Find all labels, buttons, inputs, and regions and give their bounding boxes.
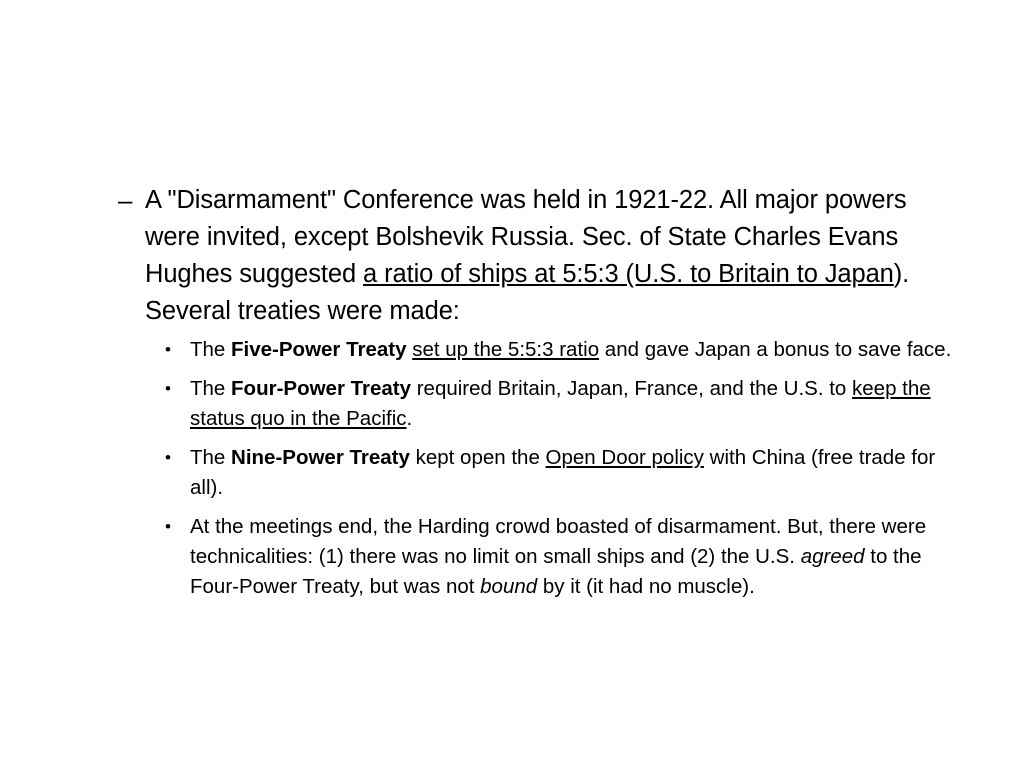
italic-text: agreed — [800, 545, 865, 568]
bullet-text-part: and gave Japan a bonus to save face. — [599, 338, 952, 361]
main-text-part: A "Disarmament" Conference was held in 1921-22. All major powers were invited, except Bolshevik Russia. Sec. of State Charles Evans Hughes suggested — [145, 186, 907, 288]
bullet-text-part: At the meetings end, the Harding crowd boasted of disarmament. But, there were technicalities: (1) there was no limit on small ships and (2) the U.S. — [190, 515, 927, 568]
treaty-name: Four-Power Treaty — [231, 377, 412, 400]
sub-bullet-list — [165, 335, 955, 602]
bullet-text-part: required Britain, Japan, France, and the U.S. to — [411, 377, 853, 400]
bullet-text-part: to the Four-Power Treaty, but was not — [190, 545, 922, 598]
treaty-name: Five-Power Treaty — [231, 338, 407, 361]
bullet-text-part: with China (free trade for all). — [190, 446, 936, 499]
bullet-text-part: kept open the — [409, 446, 546, 469]
underlined-text: set up the 5:5:3 ratio — [412, 338, 600, 361]
bullet-marker: • — [165, 517, 171, 536]
dash-marker: – — [118, 185, 133, 215]
bullet-text-part: The — [190, 338, 232, 361]
sub-bullet-five-power-treaty — [165, 335, 955, 365]
bullet-text-part: by it (it had no muscle). — [537, 575, 755, 598]
bullet-text-part: The — [190, 377, 232, 400]
bullet-marker: • — [165, 448, 171, 467]
sub-bullet-four-power-treaty — [165, 374, 955, 434]
bullet-text-part: The — [190, 446, 232, 469]
bullet-text-part: . — [406, 407, 413, 430]
underlined-text: Open Door policy — [545, 446, 704, 469]
treaty-name: Nine-Power Treaty — [231, 446, 410, 469]
main-text-part: ). Several treaties were made: — [145, 260, 910, 325]
main-underlined-text: a ratio of ships at 5:5:3 (U.S. to Britain to Japan — [363, 260, 894, 288]
bullet-marker: • — [165, 379, 171, 398]
bullet-marker: • — [165, 340, 171, 359]
underlined-text: keep the status quo in the Pacific — [190, 377, 931, 430]
sub-bullet-nine-power-treaty — [165, 443, 955, 503]
italic-text: bound — [480, 575, 538, 598]
sub-bullet-meetings-end — [165, 512, 955, 602]
main-bullet-point — [118, 182, 968, 611]
main-bullet-text — [145, 182, 968, 330]
